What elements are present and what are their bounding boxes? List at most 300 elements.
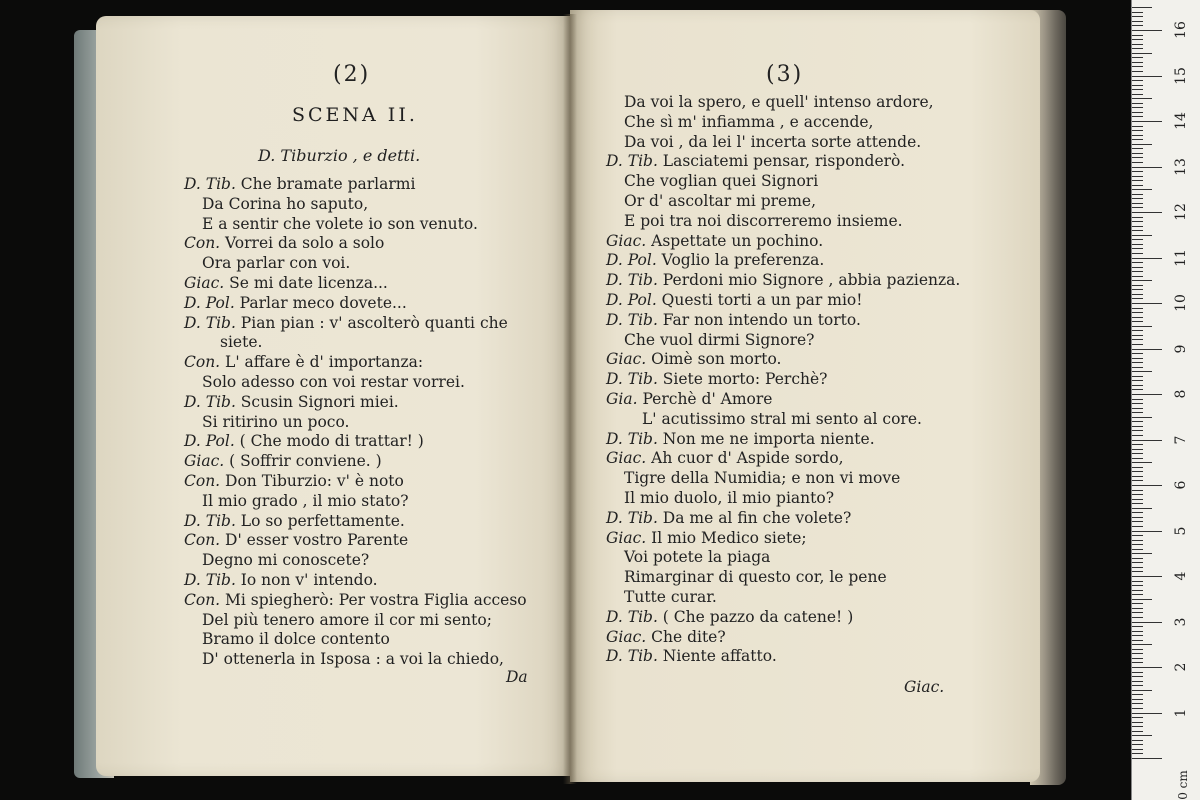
ruler-tick	[1132, 699, 1143, 700]
line-text: Tigre della Numidia; e non vi move	[624, 469, 901, 488]
text-line	[606, 290, 862, 310]
line-text: Oimè son morto.	[646, 350, 782, 369]
ruler-tick	[1132, 162, 1143, 163]
ruler-tick	[1132, 126, 1143, 127]
line-text: Il mio Medico siete;	[646, 528, 807, 547]
ruler-tick	[1132, 176, 1143, 177]
ruler-tick	[1132, 103, 1143, 104]
ruler-number: 1	[1173, 708, 1189, 717]
ruler-tick	[1132, 717, 1143, 718]
text-line	[606, 607, 853, 627]
ruler-tick	[1132, 107, 1143, 108]
ruler-tick	[1132, 21, 1143, 22]
line-text: Da me al fin che volete?	[657, 508, 852, 527]
text-line	[606, 369, 828, 389]
text-line	[642, 409, 922, 429]
text-line	[606, 231, 823, 251]
line-text: Lasciatemi pensar, risponderò.	[657, 152, 906, 171]
ruler-number: 11	[1173, 248, 1189, 267]
text-line	[202, 214, 478, 234]
ruler-tick	[1132, 471, 1143, 472]
line-text: Voi potete la piaga	[624, 548, 771, 567]
speaker-name: Con.	[184, 590, 221, 609]
line-text: Bramo il dolce contento	[202, 630, 390, 649]
speaker-name: Giac.	[606, 231, 647, 250]
line-text: ( Che modo di trattar! )	[234, 432, 424, 451]
speaker-name: D. Tib.	[184, 511, 236, 530]
ruler-tick	[1132, 303, 1162, 304]
ruler-tick	[1132, 271, 1143, 272]
ruler-tick	[1132, 485, 1162, 486]
text-line	[606, 448, 844, 468]
line-text: Pian pian : v' ascolterò quanti che	[235, 313, 508, 332]
ruler-tick	[1132, 599, 1152, 600]
ruler-tick	[1132, 676, 1143, 677]
ruler-tick	[1132, 226, 1143, 227]
ruler-tick	[1132, 185, 1143, 186]
ruler-tick	[1132, 194, 1143, 195]
ruler-tick	[1132, 444, 1143, 445]
line-text: Che dite?	[646, 627, 726, 646]
speaker-name: D. Tib.	[184, 175, 236, 193]
line-text: Che vuol dirmi Signore?	[624, 330, 815, 349]
text-line	[624, 171, 818, 191]
text-line	[606, 429, 875, 449]
line-text: Rimarginar di questo cor, le pene	[624, 568, 887, 587]
ruler-tick	[1132, 426, 1143, 427]
ruler-tick	[1132, 244, 1143, 245]
text-line	[624, 211, 903, 231]
text-line	[624, 330, 814, 350]
text-line	[184, 590, 527, 610]
line-text: Che voglian quei Signori	[624, 172, 819, 191]
ruler-tick	[1132, 535, 1143, 536]
line-text: Si ritirino un poco.	[202, 412, 350, 431]
ruler-tick	[1132, 294, 1143, 295]
ruler-tick	[1132, 581, 1143, 582]
ruler-tick	[1132, 362, 1143, 363]
line-text: Far non intendo un torto.	[657, 310, 861, 329]
ruler-tick	[1132, 98, 1152, 99]
text-line	[202, 491, 409, 511]
speaker-name: D. Tib.	[184, 392, 236, 411]
text-line	[606, 349, 781, 369]
text-line	[202, 550, 369, 570]
ruler-tick	[1132, 344, 1143, 345]
text-line	[606, 250, 824, 270]
ruler-tick	[1132, 353, 1143, 354]
speaker-name: Giac.	[184, 452, 225, 471]
ruler-number: 14	[1173, 112, 1189, 130]
speaker-name: D. Tib.	[606, 310, 658, 329]
speaker-name: Giac.	[184, 274, 225, 292]
ruler-tick	[1132, 139, 1143, 140]
ruler-tick	[1132, 576, 1162, 577]
line-text: Questi torti a un par mio!	[656, 291, 863, 309]
ruler-tick	[1132, 608, 1143, 609]
ruler-tick	[1132, 571, 1143, 572]
ruler-tick	[1132, 389, 1143, 390]
speaker-name: D. Tib.	[184, 571, 236, 589]
text-line	[606, 310, 861, 330]
line-text: Vorrei da solo a solo	[220, 234, 385, 253]
speaker-name: Con.	[184, 531, 221, 550]
speaker-name: Giac.	[606, 350, 647, 369]
line-text: Da voi , da lei l' incerta sorte attende.	[624, 132, 922, 151]
line-text: D' ottenerla in Isposa : a voi la chiedo,	[202, 650, 504, 669]
ruler-tick	[1132, 276, 1143, 277]
ruler-tick	[1132, 48, 1143, 49]
text-line	[624, 567, 887, 587]
ruler-tick	[1132, 649, 1143, 650]
ruler-tick	[1132, 358, 1143, 359]
ruler-tick	[1132, 672, 1143, 673]
ruler-tick	[1132, 731, 1143, 732]
line-text: Perchè d' Amore	[637, 390, 773, 408]
ruler-tick	[1132, 690, 1152, 691]
ruler-tick	[1132, 662, 1143, 663]
scene-heading: SCENA II.	[292, 104, 418, 126]
ruler-tick	[1132, 148, 1143, 149]
ruler-tick	[1132, 285, 1143, 286]
ruler-tick	[1132, 694, 1143, 695]
text-line	[202, 610, 492, 630]
ruler-tick	[1132, 367, 1143, 368]
text-line	[624, 92, 934, 112]
ruler-number: 9	[1173, 344, 1189, 353]
ruler-tick	[1132, 66, 1143, 67]
ruler-tick	[1132, 12, 1143, 13]
ruler-tick	[1132, 16, 1143, 17]
text-line	[202, 412, 349, 432]
ruler-tick	[1132, 280, 1152, 281]
text-line	[184, 511, 405, 531]
ruler-tick	[1132, 622, 1162, 623]
ruler-tick	[1132, 221, 1143, 222]
ruler-unit-label: 0 cm	[1175, 770, 1190, 800]
line-text: Tutte curar.	[624, 588, 717, 606]
ruler-tick	[1132, 376, 1143, 377]
ruler-tick	[1132, 76, 1162, 77]
ruler-number: 13	[1173, 157, 1189, 176]
ruler-tick	[1132, 749, 1143, 750]
ruler-tick	[1132, 207, 1143, 208]
line-text: Voglio la preferenza.	[656, 251, 825, 270]
speaker-name: Giac.	[606, 627, 647, 646]
ruler-tick	[1132, 317, 1143, 318]
ruler-tick	[1132, 94, 1143, 95]
ruler-tick	[1132, 130, 1143, 131]
line-text: Solo adesso con voi restar vorrei.	[202, 373, 465, 391]
speaker-name: Con.	[184, 353, 221, 372]
speaker-name: D. Pol.	[184, 293, 235, 312]
ruler-tick	[1132, 508, 1152, 509]
ruler-number: 12	[1173, 203, 1189, 221]
ruler-tick	[1132, 503, 1143, 504]
ruler-tick	[1132, 335, 1143, 336]
text-line	[184, 451, 382, 471]
ruler-tick	[1132, 653, 1143, 654]
ruler-tick	[1132, 321, 1143, 322]
text-line	[184, 293, 407, 313]
left-page-number: (2)	[333, 62, 371, 87]
ruler-tick	[1132, 753, 1143, 754]
ruler-tick	[1132, 476, 1143, 477]
line-text: Se mi date licenza...	[224, 274, 388, 292]
ruler-tick	[1132, 80, 1143, 81]
text-line	[606, 646, 777, 666]
ruler-tick	[1132, 71, 1143, 72]
text-line	[184, 392, 399, 412]
ruler-tick	[1132, 744, 1143, 745]
ruler-tick	[1132, 531, 1162, 532]
text-line	[202, 649, 504, 669]
ruler-tick	[1132, 758, 1162, 759]
speaker-name: Con.	[184, 234, 221, 253]
text-line	[606, 389, 772, 409]
line-text: L' acutissimo stral mi sento al core.	[642, 409, 922, 428]
line-text: Del più tenero amore il cor mi sento;	[202, 610, 492, 629]
ruler-tick	[1132, 667, 1162, 668]
ruler-tick	[1132, 308, 1143, 309]
text-line	[202, 253, 350, 273]
ruler-tick	[1132, 62, 1143, 63]
ruler-tick	[1132, 235, 1152, 236]
text-line	[606, 528, 807, 548]
ruler-tick	[1132, 312, 1143, 313]
ruler-number: 2	[1173, 662, 1189, 672]
ruler-number: 5	[1173, 526, 1189, 535]
text-line	[624, 587, 717, 607]
line-text: Il mio grado , il mio stato?	[202, 491, 409, 510]
ruler-tick	[1132, 453, 1143, 454]
text-line	[202, 372, 465, 392]
text-line	[202, 629, 390, 649]
ruler-tick	[1132, 585, 1143, 586]
speaker-name: D. Tib.	[184, 313, 236, 332]
text-line	[184, 273, 388, 293]
ruler-number: 15	[1173, 66, 1189, 85]
text-line	[184, 570, 378, 590]
ruler-tick	[1132, 430, 1143, 431]
ruler-tick	[1132, 57, 1143, 58]
line-text: Scusin Signori miei.	[235, 392, 399, 411]
ruler-tick	[1132, 385, 1143, 386]
line-text: Mi spiegherò: Per vostra Figlia acceso	[220, 590, 527, 609]
speaker-name: Giac.	[606, 449, 647, 468]
text-line	[184, 431, 424, 451]
ruler-tick	[1132, 112, 1143, 113]
ruler-tick	[1132, 230, 1143, 231]
ruler-tick	[1132, 399, 1143, 400]
speaker-name: Gia.	[606, 390, 638, 408]
ruler-tick	[1132, 467, 1143, 468]
ruler-tick	[1132, 189, 1152, 190]
ruler-tick	[1132, 121, 1162, 122]
measurement-ruler	[1131, 0, 1200, 800]
text-line	[624, 112, 873, 132]
line-text: L' affare è d' importanza:	[220, 353, 424, 372]
line-text: Da voi la spero, e quell' intenso ardore,	[624, 93, 934, 111]
ruler-tick	[1132, 371, 1152, 372]
ruler-tick	[1132, 480, 1143, 481]
ruler-tick	[1132, 658, 1143, 659]
line-text: Degno mi conoscete?	[202, 551, 370, 570]
ruler-tick	[1132, 135, 1143, 136]
ruler-tick	[1132, 594, 1143, 595]
ruler-tick	[1132, 35, 1143, 36]
ruler-tick	[1132, 157, 1143, 158]
ruler-tick	[1132, 640, 1143, 641]
speaker-name: D. Tib.	[606, 370, 658, 389]
ruler-tick	[1132, 458, 1143, 459]
ruler-number: 3	[1173, 617, 1189, 626]
ruler-tick	[1132, 435, 1143, 436]
ruler-tick	[1132, 603, 1143, 604]
ruler-tick	[1132, 7, 1152, 8]
ruler-tick	[1132, 703, 1143, 704]
speaker-name: D. Tib.	[606, 607, 658, 626]
text-line	[606, 627, 726, 647]
ruler-tick	[1132, 553, 1152, 554]
ruler-number: 10	[1173, 294, 1189, 312]
text-line	[184, 313, 508, 333]
speaker-name: D. Pol.	[184, 432, 235, 451]
ruler-tick	[1132, 549, 1143, 550]
line-text: ( Che pazzo da catene! )	[657, 607, 854, 626]
ruler-tick	[1132, 494, 1143, 495]
ruler-tick	[1132, 167, 1162, 168]
line-text: Aspettate un pochino.	[646, 231, 824, 250]
ruler-tick	[1132, 722, 1143, 723]
ruler-tick	[1132, 517, 1143, 518]
ruler-tick	[1132, 612, 1143, 613]
line-text: Lo so perfettamente.	[235, 511, 405, 530]
ruler-tick	[1132, 394, 1162, 395]
ruler-number: 7	[1173, 435, 1189, 444]
ruler-tick	[1132, 449, 1143, 450]
ruler-tick	[1132, 203, 1143, 204]
ruler-tick	[1132, 253, 1143, 254]
book-gutter	[563, 14, 577, 784]
line-text: Ah cuor d' Aspide sordo,	[646, 449, 844, 468]
ruler-tick	[1132, 349, 1162, 350]
ruler-tick	[1132, 171, 1143, 172]
ruler-tick	[1132, 635, 1143, 636]
text-line	[184, 233, 384, 253]
ruler-tick	[1132, 526, 1143, 527]
line-text: Io non v' intendo.	[235, 571, 378, 589]
ruler-number: 16	[1173, 21, 1189, 39]
line-text: Che bramate parlarmi	[235, 175, 416, 193]
line-text: E poi tra noi discorreremo insieme.	[624, 211, 903, 230]
speaker-name: D. Tib.	[606, 508, 658, 527]
ruler-tick	[1132, 30, 1162, 31]
ruler-tick	[1132, 567, 1143, 568]
ruler-tick	[1132, 212, 1162, 213]
text-line	[184, 352, 423, 372]
text-line	[624, 488, 834, 508]
text-line	[184, 471, 404, 491]
ruler-tick	[1132, 617, 1143, 618]
ruler-tick	[1132, 326, 1152, 327]
text-line	[184, 174, 415, 194]
line-text: Da Corina ho saputo,	[202, 194, 369, 213]
ruler-tick	[1132, 708, 1143, 709]
ruler-tick	[1132, 89, 1143, 90]
ruler-tick	[1132, 740, 1143, 741]
ruler-tick	[1132, 681, 1143, 682]
ruler-tick	[1132, 462, 1152, 463]
speaker-name: Giac.	[606, 528, 647, 547]
ruler-number: 4	[1173, 571, 1189, 581]
right-page-number: (3)	[766, 62, 804, 87]
text-line	[624, 468, 900, 488]
ruler-tick	[1132, 421, 1143, 422]
line-text: D' esser vostro Parente	[220, 531, 409, 550]
ruler-tick	[1132, 180, 1143, 181]
ruler-tick	[1132, 412, 1143, 413]
ruler-tick	[1132, 239, 1143, 240]
ruler-tick	[1132, 499, 1143, 500]
ruler-tick	[1132, 153, 1143, 154]
ruler-tick	[1132, 540, 1143, 541]
ruler-tick	[1132, 521, 1143, 522]
ruler-tick	[1132, 590, 1143, 591]
ruler-tick	[1132, 735, 1152, 736]
line-text: ( Soffrir conviene. )	[224, 452, 382, 471]
ruler-tick	[1132, 25, 1143, 26]
ruler-tick	[1132, 116, 1143, 117]
speaker-name: D. Tib.	[606, 429, 658, 448]
line-text: Che sì m' infiamma , e accende,	[624, 112, 874, 131]
ruler-tick	[1132, 217, 1143, 218]
line-text: Siete morto: Perchè?	[657, 370, 828, 389]
ruler-number: 8	[1173, 389, 1189, 399]
line-text: Don Tiburzio: v' è noto	[220, 472, 404, 490]
ruler-tick	[1132, 53, 1152, 54]
ruler-tick	[1132, 39, 1143, 40]
ruler-tick	[1132, 626, 1143, 627]
line-text: Parlar meco dovete...	[234, 293, 407, 312]
speaker-name: D. Pol.	[606, 251, 657, 270]
speaker-name: D. Tib.	[606, 152, 658, 171]
text-line	[624, 191, 816, 211]
ruler-tick	[1132, 198, 1143, 199]
ruler-tick	[1132, 330, 1143, 331]
ruler-tick	[1132, 512, 1143, 513]
ruler-tick	[1132, 262, 1143, 263]
ruler-tick	[1132, 562, 1143, 563]
ruler-number: 6	[1173, 480, 1189, 490]
line-text: siete.	[220, 333, 263, 352]
speaker-name: Con.	[184, 472, 221, 490]
line-text: Niente affatto.	[657, 647, 777, 666]
speaker-name: D. Pol.	[606, 291, 657, 309]
ruler-tick	[1132, 380, 1143, 381]
ruler-tick	[1132, 685, 1143, 686]
ruler-tick	[1132, 85, 1143, 86]
speaker-name: D. Tib.	[606, 271, 658, 290]
text-line	[606, 151, 905, 171]
line-text: Ora parlar con voi.	[202, 254, 351, 273]
text-line	[202, 194, 368, 214]
ruler-tick	[1132, 144, 1152, 145]
line-text: Non me ne importa niente.	[657, 429, 875, 448]
ruler-tick	[1132, 631, 1143, 632]
scene-subheading: D. Tiburzio , e detti.	[258, 146, 421, 165]
ruler-tick	[1132, 644, 1152, 645]
